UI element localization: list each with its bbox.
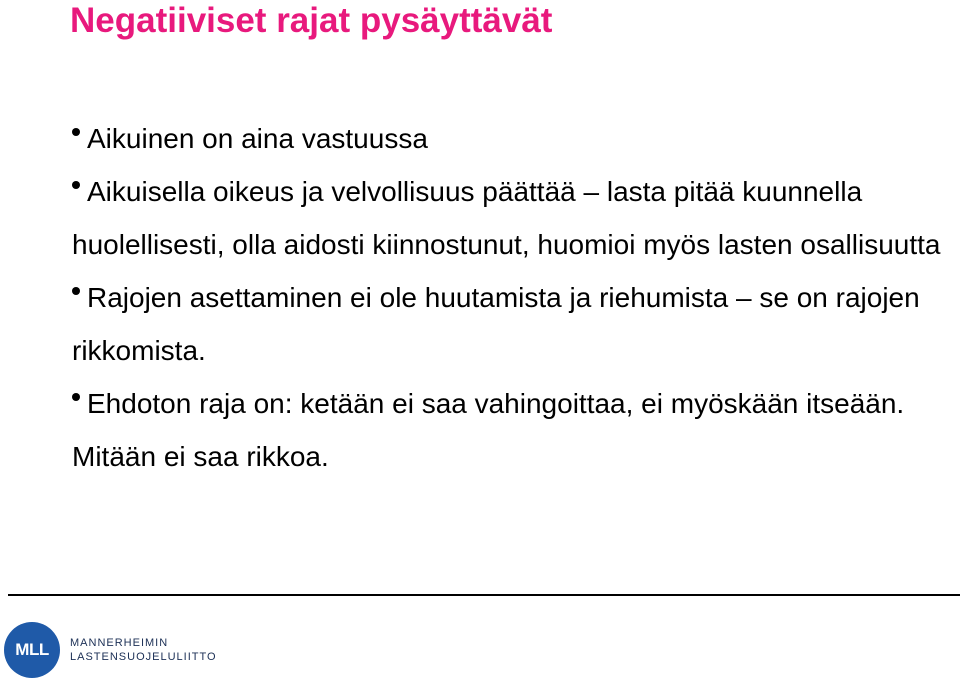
bullet-dot-icon [72, 393, 80, 401]
bullet-dot-icon [72, 128, 80, 136]
bullet-list [72, 112, 952, 483]
organization-name [70, 636, 217, 664]
bullet-item [72, 112, 952, 165]
slide-title: Negatiiviset rajat pysäyttävät [70, 1, 553, 40]
organization-name-line2: LASTENSUOJELULIITTO [70, 651, 217, 663]
bullet-dot-icon [72, 181, 80, 189]
bullet-text: Rajojen asettaminen ei ole huutamista ja riehumista – se on rajojen rikkomista. [72, 282, 920, 366]
mll-logo-mark: MLL [4, 622, 60, 678]
organization-name-line1: MANNERHEIMIN [70, 637, 169, 649]
footer-divider [8, 594, 960, 596]
bullet-text: Aikuisella oikeus ja velvollisuus päättää – lasta pitää kuunnella huolellisesti, olla aidosti kiinnostunut, huomioi myös lasten osallisuutta [72, 176, 941, 260]
bullet-text: Ehdoton raja on: ketään ei saa vahingoittaa, ei myöskään itseään. Mitään ei saa rikkoa. [72, 388, 905, 472]
bullet-item [72, 165, 952, 271]
bullet-item [72, 271, 952, 377]
bullet-text: Aikuinen on aina vastuussa [87, 123, 428, 154]
bullet-item [72, 377, 952, 483]
bullet-dot-icon [72, 287, 80, 295]
mll-logo [4, 620, 217, 680]
